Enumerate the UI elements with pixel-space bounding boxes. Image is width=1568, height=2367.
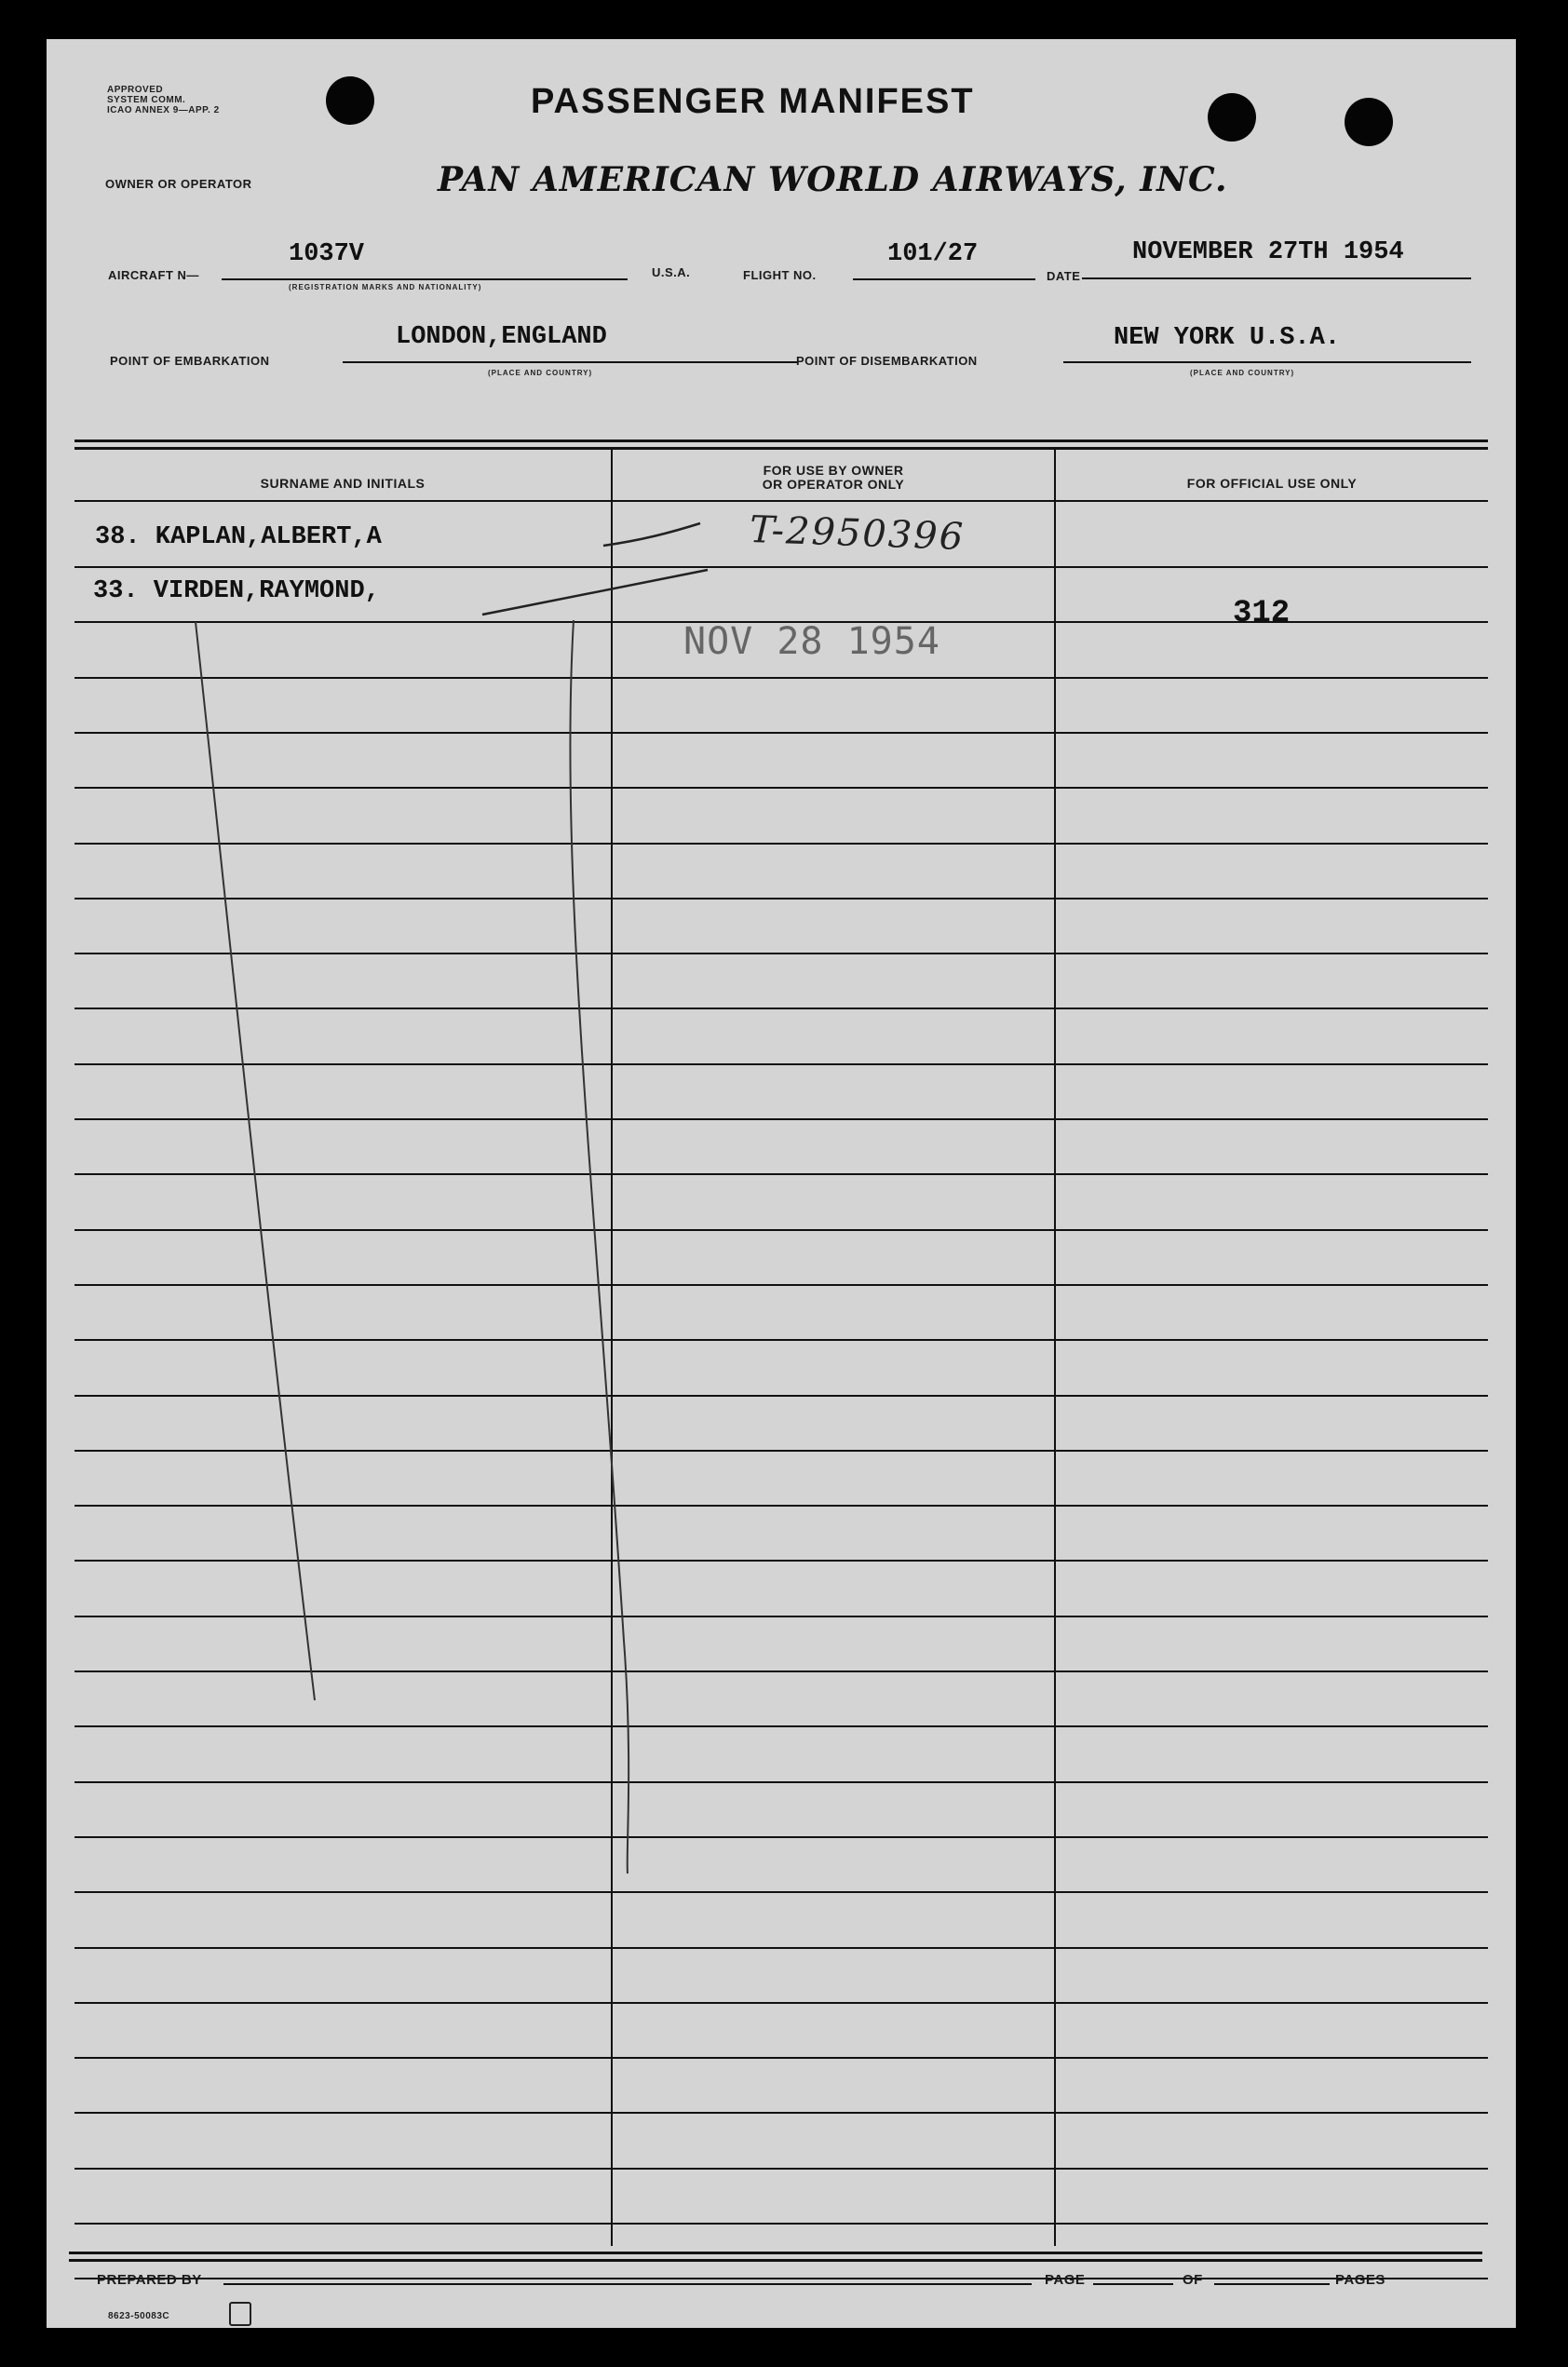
column-header-line: OR OPERATOR ONLY	[762, 477, 905, 492]
handwritten-ticket-number: T-2950396	[749, 507, 966, 560]
pen-stroke	[482, 570, 708, 615]
page-label: PAGE	[1045, 2272, 1086, 2288]
date-label: DATE	[1047, 269, 1081, 283]
date-stamp: NOV 28 1954	[683, 620, 940, 663]
pen-stroke	[570, 620, 629, 1873]
prepared-by-label: PREPARED BY	[97, 2272, 202, 2288]
manifest-sheet	[47, 39, 1516, 2328]
of-line	[1214, 2283, 1330, 2285]
column-header-surname: SURNAME AND INITIALS	[260, 476, 426, 491]
pen-strokes	[47, 39, 1516, 2328]
table-bottom-rule	[69, 2252, 1482, 2254]
embark-caption: (PLACE AND COUNTRY)	[488, 369, 593, 377]
flight-value: 101/27	[887, 240, 979, 268]
pages-label: PAGES	[1335, 2272, 1386, 2288]
disembark-label: POINT OF DISEMBARKATION	[796, 354, 978, 368]
passenger-entry: 38. KAPLAN,ALBERT,A	[95, 523, 382, 551]
date-value: NOVEMBER 27TH 1954	[1132, 238, 1404, 266]
approval-line: ICAO ANNEX 9—APP. 2	[107, 105, 220, 115]
owner-label: OWNER OR OPERATOR	[105, 177, 252, 191]
page-line	[1093, 2283, 1173, 2285]
embark-value: LONDON,ENGLAND	[396, 323, 607, 351]
passenger-entry: 33. VIRDEN,RAYMOND,	[93, 577, 380, 605]
aircraft-value: 1037V	[289, 240, 365, 268]
table-bottom-rule	[69, 2259, 1482, 2262]
official-number: 312	[1233, 596, 1291, 631]
aircraft-label: AIRCRAFT N—	[108, 268, 199, 282]
column-header-line: FOR USE BY OWNER	[763, 463, 904, 478]
approval-line: SYSTEM COMM.	[107, 95, 186, 105]
usa-label: U.S.A.	[652, 265, 691, 279]
disembark-caption: (PLACE AND COUNTRY)	[1190, 369, 1295, 377]
printer-mark-icon	[229, 2302, 251, 2326]
disembark-value: NEW YORK U.S.A.	[1114, 324, 1341, 352]
embark-label: POINT OF EMBARKATION	[110, 354, 270, 368]
approval-line: APPROVED	[107, 85, 164, 95]
prepared-by-line	[223, 2283, 1032, 2285]
of-label: OF	[1183, 2272, 1203, 2288]
form-code: 8623-50083C	[108, 2311, 170, 2321]
column-header-official-use: FOR OFFICIAL USE ONLY	[1186, 476, 1358, 491]
flight-label: FLIGHT NO.	[743, 268, 817, 282]
page-title: PASSENGER MANIFEST	[531, 82, 975, 121]
pen-stroke	[603, 523, 700, 546]
aircraft-caption: (REGISTRATION MARKS AND NATIONALITY)	[289, 283, 482, 291]
owner-value: PAN AMERICAN WORLD AIRWAYS, INC.	[438, 160, 1228, 199]
pen-stroke	[196, 622, 315, 1700]
